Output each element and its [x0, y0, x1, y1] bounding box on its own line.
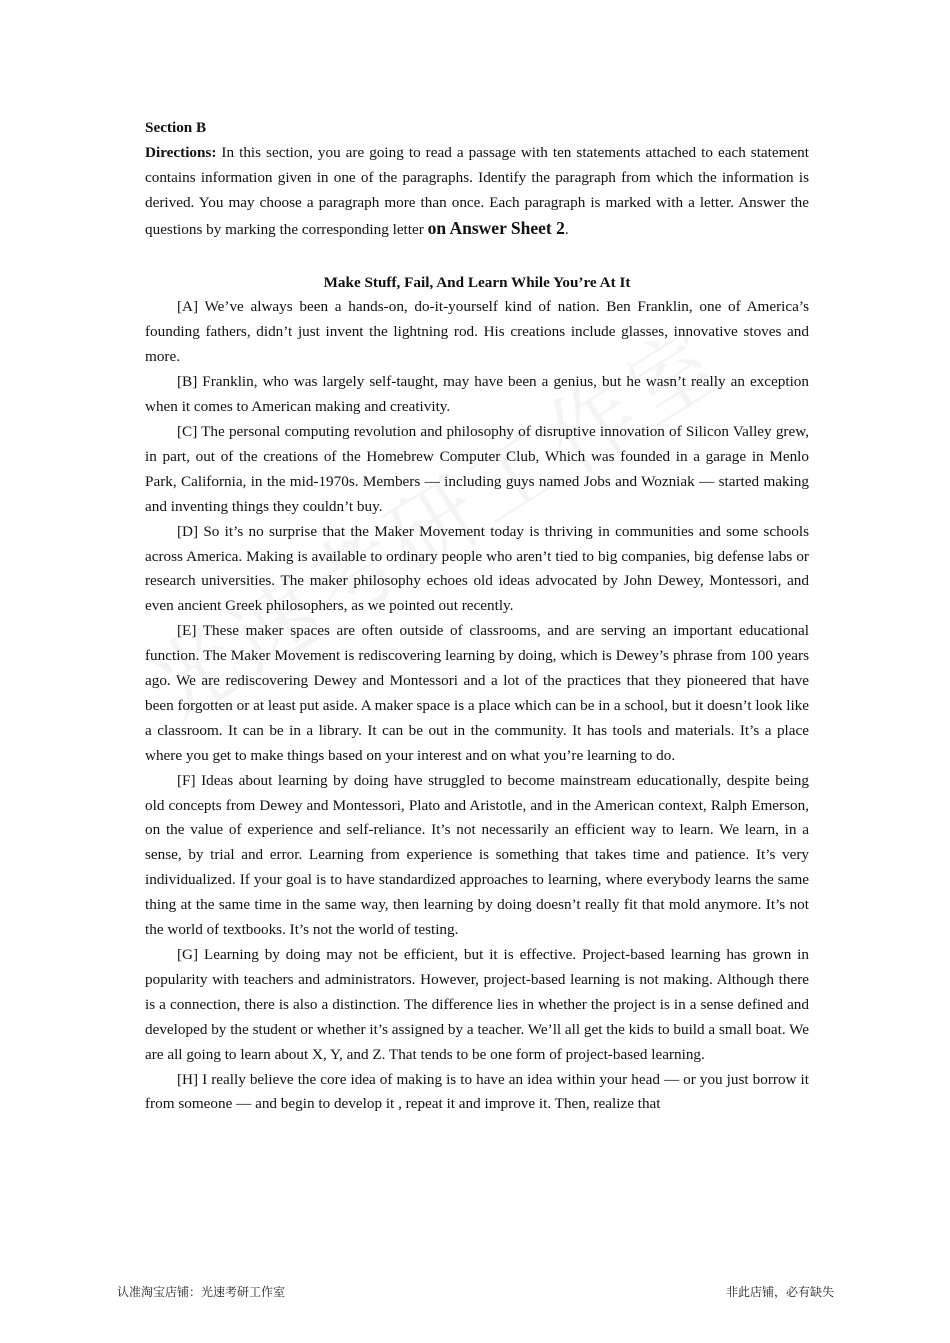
- directions-end: .: [564, 220, 569, 238]
- footer-shop-note: 认准淘宝店铺：光速考研工作室: [117, 1285, 286, 1299]
- directions-emphasis: on Answer Sheet 2: [427, 217, 565, 238]
- document-page: [145, 116, 809, 1117]
- paragraph-g: [G] Learning by doing may not be efficient, but it is effective. Project-based learning has grown in popularity with teachers and administrators. However, project-based learning is not making. Although there is a connection, there is also a distinction. The difference lies in whether the project is in a sense defined and developed by the student or whether it’s assigned by a teacher. We’ll all get the kids to build a small boat. We are all going to learn about X, Y, and Z. That tends to be one form of project-based learning.: [145, 946, 809, 1063]
- paragraph-a: [A] We’ve always been a hands-on, do-it-yourself kind of nation. Ben Franklin, one of America’s founding fathers, didn’t just invent the lightning rod. His creations include glasses, innovative stoves and more.: [145, 298, 809, 366]
- footer-warning: 非此店铺，必有缺失: [725, 1285, 834, 1299]
- paragraph-f: [F] Ideas about learning by doing have struggled to become mainstream educationally, despite being old concepts from Dewey and Montessori, Plato and Aristotle, and in the American context, Ralph Emerson, on the value of experience and self-reliance. It’s not necessarily an efficient way to learn. We learn, in a sense, by trial and error. Learning from experience is something that takes time and patience. It’s very individualized. If your goal is to have standardized approaches to learning, where everybody learns the same thing at the same time in the same way, then learning by doing doesn’t really fit that mold anymore. It’s not the world of textbooks. It’s not the world of testing.: [145, 771, 809, 939]
- paragraph-c: [C] The personal computing revolution and philosophy of disruptive innovation of Silicon Valley grew, in part, out of the creations of the Homebrew Computer Club, Which was founded in a garage in Menlo Park, California, in the mid-1970s. Members — including guys named Jobs and Wozniak — started making and inventing things they couldn’t buy.: [145, 422, 809, 515]
- paragraph-d: [D] So it’s no surprise that the Maker Movement today is thriving in communities and some schools across America. Making is available to ordinary people who aren’t tied to big companies, big defense labs or research universities. The maker philosophy echoes old ideas advocated by John Dewey, Montessori, and even ancient Greek philosophers, as we pointed out recently.: [145, 522, 809, 615]
- paragraph-e: [E] These maker spaces are often outside of classrooms, and are serving an important educational function. The Maker Movement is rediscovering learning by doing, which is Dewey’s phrase from 100 years ago. We are rediscovering Dewey and Montessori and a lot of the practices that they pioneered that have been forgotten or at least put aside. A maker space is a place which can be in a school, but it doesn’t look like a classroom. It can be in a library. It can be out in the community. It has tools and materials. It’s a place where you get to make things based on your interest and on what you’re learning to do.: [145, 622, 809, 764]
- section-title: Section B: [145, 119, 207, 136]
- paragraph-h: [H] I really believe the core idea of making is to have an idea within your head — or you just borrow it from someone — and begin to develop it , repeat it and improve it. Then, realize that: [145, 1070, 809, 1113]
- directions: [145, 141, 809, 243]
- paragraph-b: [B] Franklin, who was largely self-taught, may have been a genius, but he wasn’t really an exception when it comes to American making and creativity.: [145, 373, 809, 416]
- directions-text: In this section, you are going to read a passage with ten statements attached to each statement contains information given in one of the paragraphs. Identify the paragraph from which the information is derived. You may choose a paragraph more than once. Each paragraph is marked with a letter. Answer the questions by marking the corresponding letter: [145, 143, 809, 238]
- directions-label: Directions:: [145, 143, 217, 161]
- passage-title: Make Stuff, Fail, And Learn While You’re At It: [323, 273, 631, 291]
